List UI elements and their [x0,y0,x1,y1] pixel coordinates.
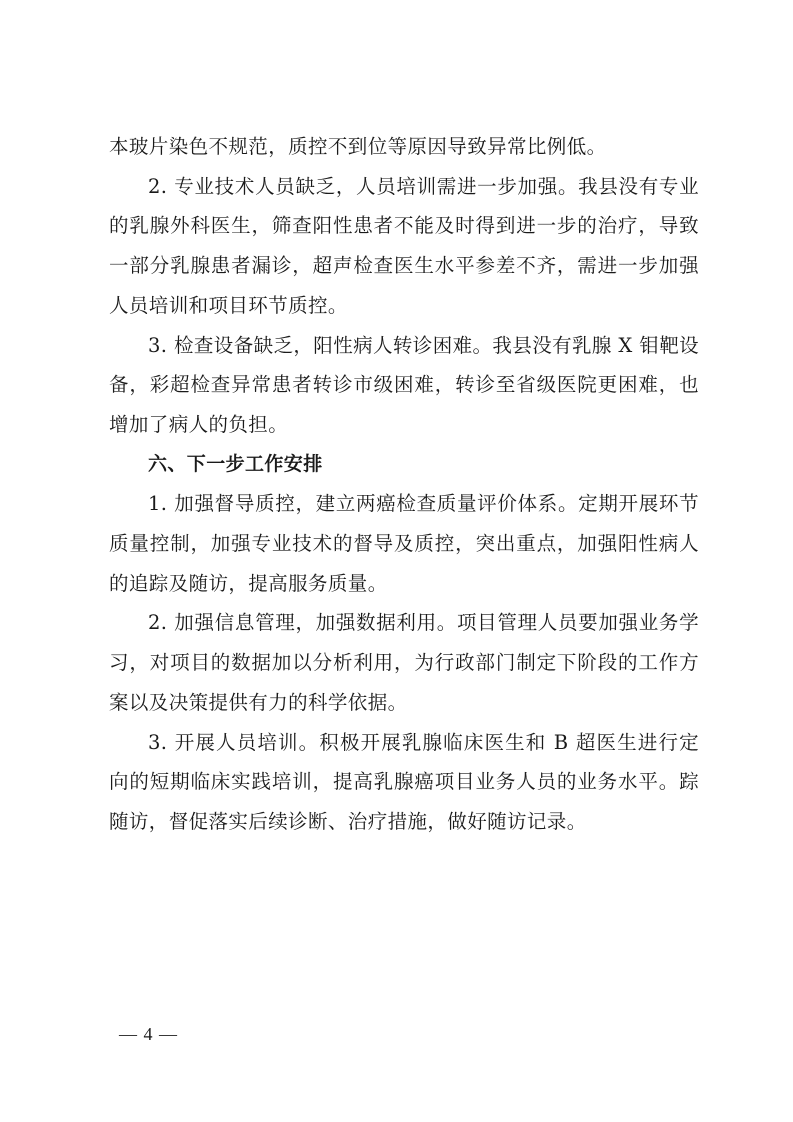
page-number: — 4 — [119,1024,178,1044]
paragraph-item-3-equipment-shortage: 3. 检查设备缺乏，阳性病人转诊困难。我县没有乳腺 X 钼靶设备，彩超检查异常患者转诊市级困难，转诊至省级医院更困难，也增加了病人的负担。 [109,333,699,436]
document-body [109,127,699,842]
paragraph-next-step-3: 3. 开展人员培训。积极开展乳腺临床医生和 B 超医生进行定向的短期临床实践培训，提高乳腺癌项目业务人员的业务水平。踪随访，督促落实后续诊断、治疗措施，做好随访记录。 [109,730,699,833]
section-heading-next-steps: 六、下一步工作安排 [148,452,323,475]
paragraph-next-step-1: 1. 加强督导质控，建立两癌检查质量评价体系。定期开展环节质量控制，加强专业技术的督导及质控，突出重点，加强阳性病人的追踪及随访，提高服务质量。 [109,492,699,595]
paragraph-continuation: 本玻片染色不规范，质控不到位等原因导致异常比例低。 [109,135,607,158]
paragraph-item-2-staff-shortage: 2. 专业技术人员缺乏，人员培训需进一步加强。我县没有专业的乳腺外科医生，筛查阳性患者不能及时得到进一步的治疗，导致一部分乳腺患者漏诊，超声检查医生水平参差不齐，需进一步加强人员培训和项目环节质控。 [109,174,699,317]
paragraph-next-step-2: 2. 加强信息管理，加强数据利用。项目管理人员要加强业务学习，对项目的数据加以分析利用，为行政部门制定下阶段的工作方案以及决策提供有力的科学依据。 [109,611,699,714]
